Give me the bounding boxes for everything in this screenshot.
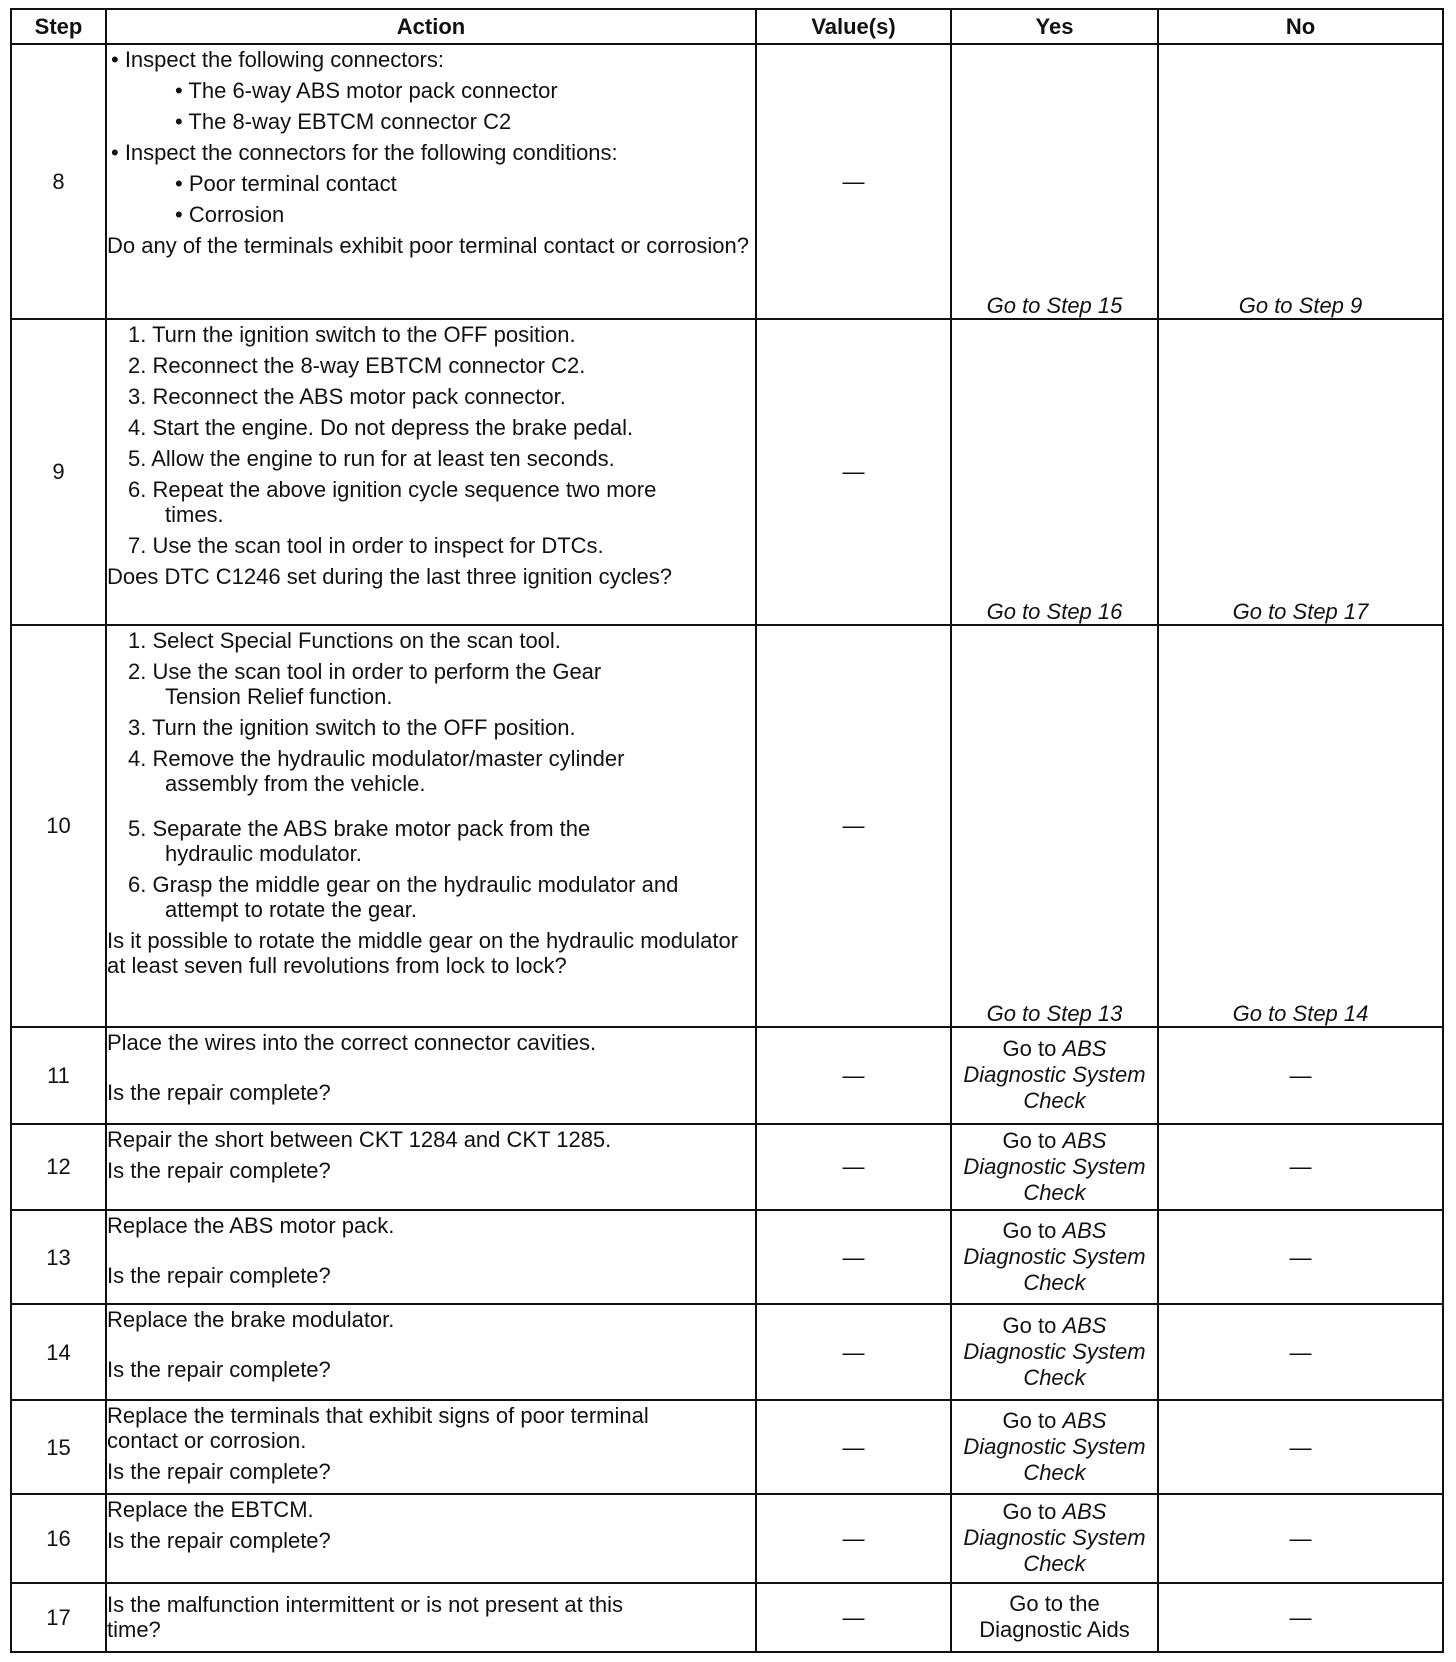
action-question: Is the repair complete? — [107, 1262, 331, 1288]
step-number: 16 — [11, 1494, 106, 1582]
yes-goto-abs-check[interactable] — [951, 1494, 1158, 1582]
action-item: 6. Grasp the middle gear on the hydraulic modulator and attempt to rotate the gear. — [128, 871, 679, 922]
table-row-step-10 — [11, 625, 1443, 1027]
no-cell: — — [1158, 1027, 1443, 1124]
action-text: Replace the EBTCM. — [107, 1497, 314, 1523]
value-cell: — — [756, 44, 951, 319]
goto-prefix: Go to the — [1009, 1591, 1100, 1617]
action-text: Repair the short between CKT 1284 and CKT 1285. — [107, 1126, 612, 1152]
no-goto-step-17[interactable]: Go to Step 17 — [1158, 319, 1443, 625]
abs-check-link[interactable]: ABS Diagnostic System Check — [963, 1218, 1146, 1296]
goto-prefix: Go to — [1002, 1036, 1057, 1062]
header-row — [11, 9, 1443, 44]
no-cell: — — [1158, 1494, 1443, 1582]
action-item: 3. Turn the ignition switch to the OFF position. — [128, 714, 576, 740]
action-cell — [106, 1124, 756, 1210]
action-question: Is the repair complete? — [107, 1528, 331, 1554]
action-text: Replace the terminals that exhibit signs of poor terminal contact or corrosion. — [107, 1402, 649, 1453]
no-cell: — — [1158, 1210, 1443, 1305]
abs-check-link[interactable]: ABS Diagnostic System Check — [963, 1313, 1146, 1391]
step-number: 14 — [11, 1304, 106, 1400]
action-question: Is the malfunction intermittent or is not present at this time? — [107, 1592, 624, 1643]
value-cell: — — [756, 319, 951, 625]
action-cell — [106, 319, 756, 625]
action-question: Do any of the terminals exhibit poor terminal contact or corrosion? — [107, 233, 749, 258]
value-cell: — — [756, 1210, 951, 1305]
no-cell: — — [1158, 1583, 1443, 1652]
no-goto-step-14[interactable]: Go to Step 14 — [1158, 625, 1443, 1027]
abs-check-link[interactable]: ABS Diagnostic System Check — [963, 1499, 1146, 1577]
action-item: • The 8-way EBTCM connector C2 — [175, 109, 512, 134]
action-item: 5. Allow the engine to run for at least ten seconds. — [128, 446, 615, 472]
value-cell: — — [756, 625, 951, 1027]
table-row-step-12 — [11, 1124, 1443, 1210]
table-row-step-16 — [11, 1494, 1443, 1582]
goto-prefix: Go to — [1002, 1499, 1057, 1525]
yes-goto-diagnostic-aids[interactable] — [951, 1583, 1158, 1652]
abs-check-link[interactable]: ABS Diagnostic System Check — [963, 1036, 1146, 1114]
action-item: 1. Turn the ignition switch to the OFF position. — [128, 322, 576, 348]
diagnostic-aids-link[interactable]: Diagnostic Aids — [979, 1617, 1130, 1643]
step-number: 17 — [11, 1583, 106, 1652]
value-cell: — — [756, 1494, 951, 1582]
no-goto-step-9[interactable]: Go to Step 9 — [1158, 44, 1443, 319]
table-row-step-14 — [11, 1304, 1443, 1400]
action-item: 7. Use the scan tool in order to inspect for DTCs. — [128, 533, 604, 559]
no-cell: — — [1158, 1304, 1443, 1400]
no-cell: — — [1158, 1400, 1443, 1495]
value-cell: — — [756, 1583, 951, 1652]
goto-prefix: Go to — [1002, 1313, 1057, 1339]
action-cell — [106, 44, 756, 319]
step-number: 8 — [11, 44, 106, 319]
action-item: 1. Select Special Functions on the scan tool. — [128, 627, 561, 653]
value-cell: — — [756, 1027, 951, 1124]
yes-goto-abs-check[interactable] — [951, 1210, 1158, 1305]
abs-check-link[interactable]: ABS Diagnostic System Check — [963, 1408, 1146, 1486]
value-cell: — — [756, 1304, 951, 1400]
yes-goto-abs-check[interactable] — [951, 1027, 1158, 1124]
action-item: • Poor terminal contact — [175, 171, 397, 196]
action-item: 2. Reconnect the 8-way EBTCM connector C2. — [128, 353, 586, 379]
step-number: 11 — [11, 1027, 106, 1124]
action-item: • The 6-way ABS motor pack connector — [175, 78, 558, 103]
action-item: 2. Use the scan tool in order to perform the Gear Tension Relief function. — [128, 658, 602, 709]
action-cell — [106, 1400, 756, 1495]
header-no: No — [1158, 9, 1443, 44]
action-cell — [106, 1583, 756, 1652]
action-item: • Corrosion — [175, 202, 285, 227]
header-action: Action — [106, 9, 756, 44]
action-cell — [106, 1494, 756, 1582]
action-item: • Inspect the following connectors: — [111, 47, 444, 72]
no-cell: — — [1158, 1124, 1443, 1210]
value-cell: — — [756, 1124, 951, 1210]
yes-goto-step-16[interactable]: Go to Step 16 — [951, 319, 1158, 625]
table-row-step-9 — [11, 319, 1443, 625]
header-step: Step — [11, 9, 106, 44]
step-number: 13 — [11, 1210, 106, 1305]
step-number: 12 — [11, 1124, 106, 1210]
diagnostic-table — [10, 8, 1444, 1653]
goto-prefix: Go to — [1002, 1127, 1057, 1153]
action-cell — [106, 1027, 756, 1124]
action-question: Does DTC C1246 set during the last three ignition cycles? — [107, 564, 672, 590]
action-question: Is the repair complete? — [107, 1080, 331, 1106]
yes-goto-abs-check[interactable] — [951, 1304, 1158, 1400]
action-cell — [106, 625, 756, 1027]
step-number: 10 — [11, 625, 106, 1027]
action-question: Is the repair complete? — [107, 1157, 331, 1183]
abs-check-link[interactable]: ABS Diagnostic System Check — [963, 1127, 1146, 1205]
table-row-step-13 — [11, 1210, 1443, 1305]
action-item: 3. Reconnect the ABS motor pack connector. — [128, 384, 566, 410]
step-number: 15 — [11, 1400, 106, 1495]
table-row-step-15 — [11, 1400, 1443, 1495]
yes-goto-step-15[interactable]: Go to Step 15 — [951, 44, 1158, 319]
value-cell: — — [756, 1400, 951, 1495]
action-item: 6. Repeat the above ignition cycle sequence two more times. — [128, 477, 657, 528]
action-question: Is the repair complete? — [107, 1458, 331, 1484]
action-text: Place the wires into the correct connector cavities. — [107, 1030, 597, 1056]
action-question: Is it possible to rotate the middle gear on the hydraulic modulator at least seven full revolutions from lock to lock? — [107, 927, 739, 978]
action-cell — [106, 1210, 756, 1305]
table-row-step-8 — [11, 44, 1443, 319]
header-yes: Yes — [951, 9, 1158, 44]
yes-goto-abs-check[interactable] — [951, 1124, 1158, 1210]
action-item: 4. Start the engine. Do not depress the brake pedal. — [128, 415, 634, 441]
action-text: Replace the ABS motor pack. — [107, 1212, 395, 1238]
yes-goto-step-13[interactable]: Go to Step 13 — [951, 625, 1158, 1027]
table-row-step-17 — [11, 1583, 1443, 1652]
action-cell — [106, 1304, 756, 1400]
action-question: Is the repair complete? — [107, 1357, 331, 1383]
yes-goto-abs-check[interactable] — [951, 1400, 1158, 1495]
goto-prefix: Go to — [1002, 1218, 1057, 1244]
action-text: Replace the brake modulator. — [107, 1307, 395, 1333]
table-row-step-11 — [11, 1027, 1443, 1124]
action-item: 5. Separate the ABS brake motor pack from the hydraulic modulator. — [128, 815, 591, 866]
action-item: • Inspect the connectors for the following conditions: — [111, 140, 618, 165]
action-item: 4. Remove the hydraulic modulator/master cylinder assembly from the vehicle. — [128, 745, 625, 796]
goto-prefix: Go to — [1002, 1408, 1057, 1434]
step-number: 9 — [11, 319, 106, 625]
header-values: Value(s) — [756, 9, 951, 44]
